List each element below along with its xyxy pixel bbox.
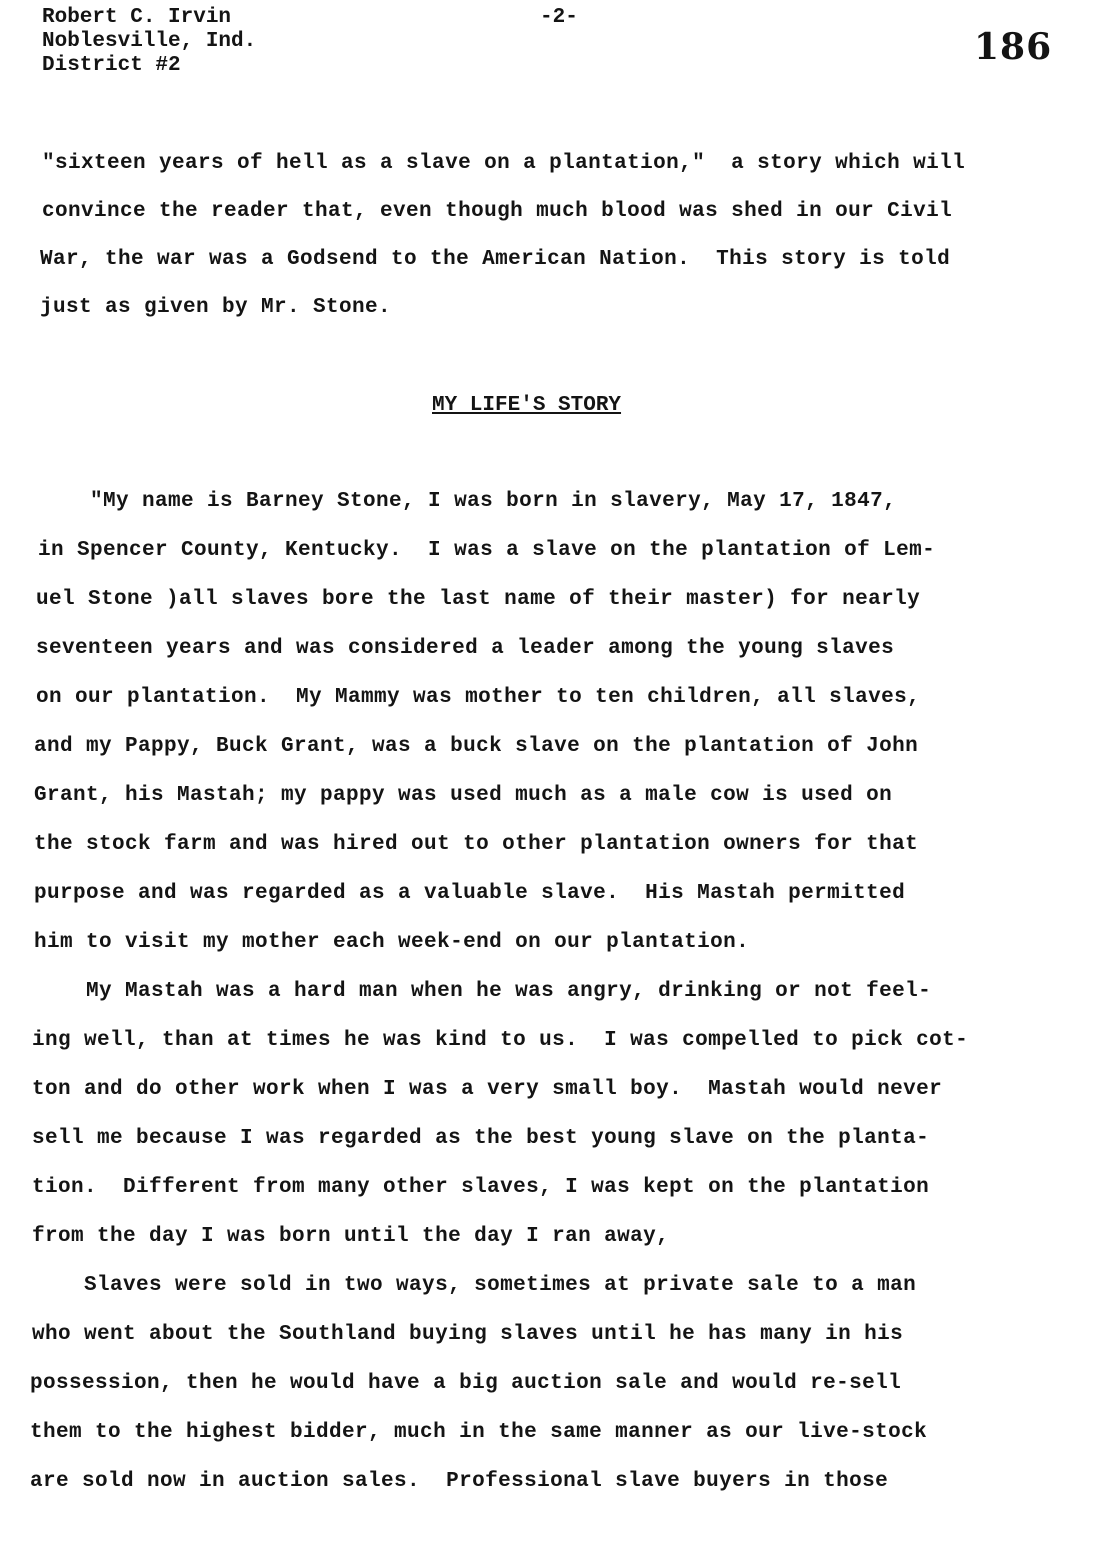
- story-line: who went about the Southland buying slaves until he has many in his: [32, 1323, 904, 1346]
- story-line: purpose and was regarded as a valuable slave. His Mastah permitted: [34, 882, 906, 905]
- story-line: seventeen years and was considered a leader among the young slaves: [36, 637, 895, 660]
- story-line: sell me because I was regarded as the best young slave on the planta-: [32, 1127, 930, 1150]
- story-line: them to the highest bidder, much in the same manner as our live-stock: [30, 1421, 928, 1444]
- story-line: My Mastah was a hard man when he was angry, drinking or not feel-: [34, 980, 932, 1003]
- intro-line: just as given by Mr. Stone.: [40, 296, 392, 319]
- story-line: from the day I was born until the day I ran away,: [32, 1225, 670, 1248]
- intro-line: "sixteen years of hell as a slave on a plantation," a story which will: [42, 152, 966, 175]
- story-title: MY LIFE'S STORY: [432, 394, 622, 417]
- story-line: possession, then he would have a big auction sale and would re-sell: [30, 1372, 902, 1395]
- intro-line: convince the reader that, even though much blood was shed in our Civil: [42, 200, 953, 223]
- story-line: uel Stone )all slaves bore the last name of their master) for nearly: [36, 588, 921, 611]
- story-line: Slaves were sold in two ways, sometimes at private sale to a man: [32, 1274, 917, 1297]
- story-line: and my Pappy, Buck Grant, was a buck slave on the plantation of John: [34, 735, 919, 758]
- author-name: Robert C. Irvin: [42, 6, 232, 29]
- author-district: District #2: [42, 54, 181, 77]
- story-line: the stock farm and was hired out to other plantation owners for that: [34, 833, 919, 856]
- story-line: Grant, his Mastah; my pappy was used much as a male cow is used on: [34, 784, 893, 807]
- page-number: -2-: [540, 6, 578, 29]
- stamped-page-number: 186: [974, 26, 1053, 68]
- intro-line: War, the war was a Godsend to the American Nation. This story is told: [40, 248, 951, 271]
- author-location: Noblesville, Ind.: [42, 30, 257, 53]
- story-line: are sold now in auction sales. Professional slave buyers in those: [30, 1470, 889, 1493]
- story-line: "My name is Barney Stone, I was born in slavery, May 17, 1847,: [38, 490, 897, 513]
- story-line: ton and do other work when I was a very small boy. Mastah would never: [32, 1078, 943, 1101]
- story-line: tion. Different from many other slaves, I was kept on the plantation: [32, 1176, 930, 1199]
- story-line: in Spencer County, Kentucky. I was a slave on the plantation of Lem-: [38, 539, 936, 562]
- story-line: on our plantation. My Mammy was mother to ten children, all slaves,: [36, 686, 921, 709]
- story-line: ing well, than at times he was kind to us. I was compelled to pick cot-: [32, 1029, 969, 1052]
- story-line: him to visit my mother each week-end on our plantation.: [34, 931, 750, 954]
